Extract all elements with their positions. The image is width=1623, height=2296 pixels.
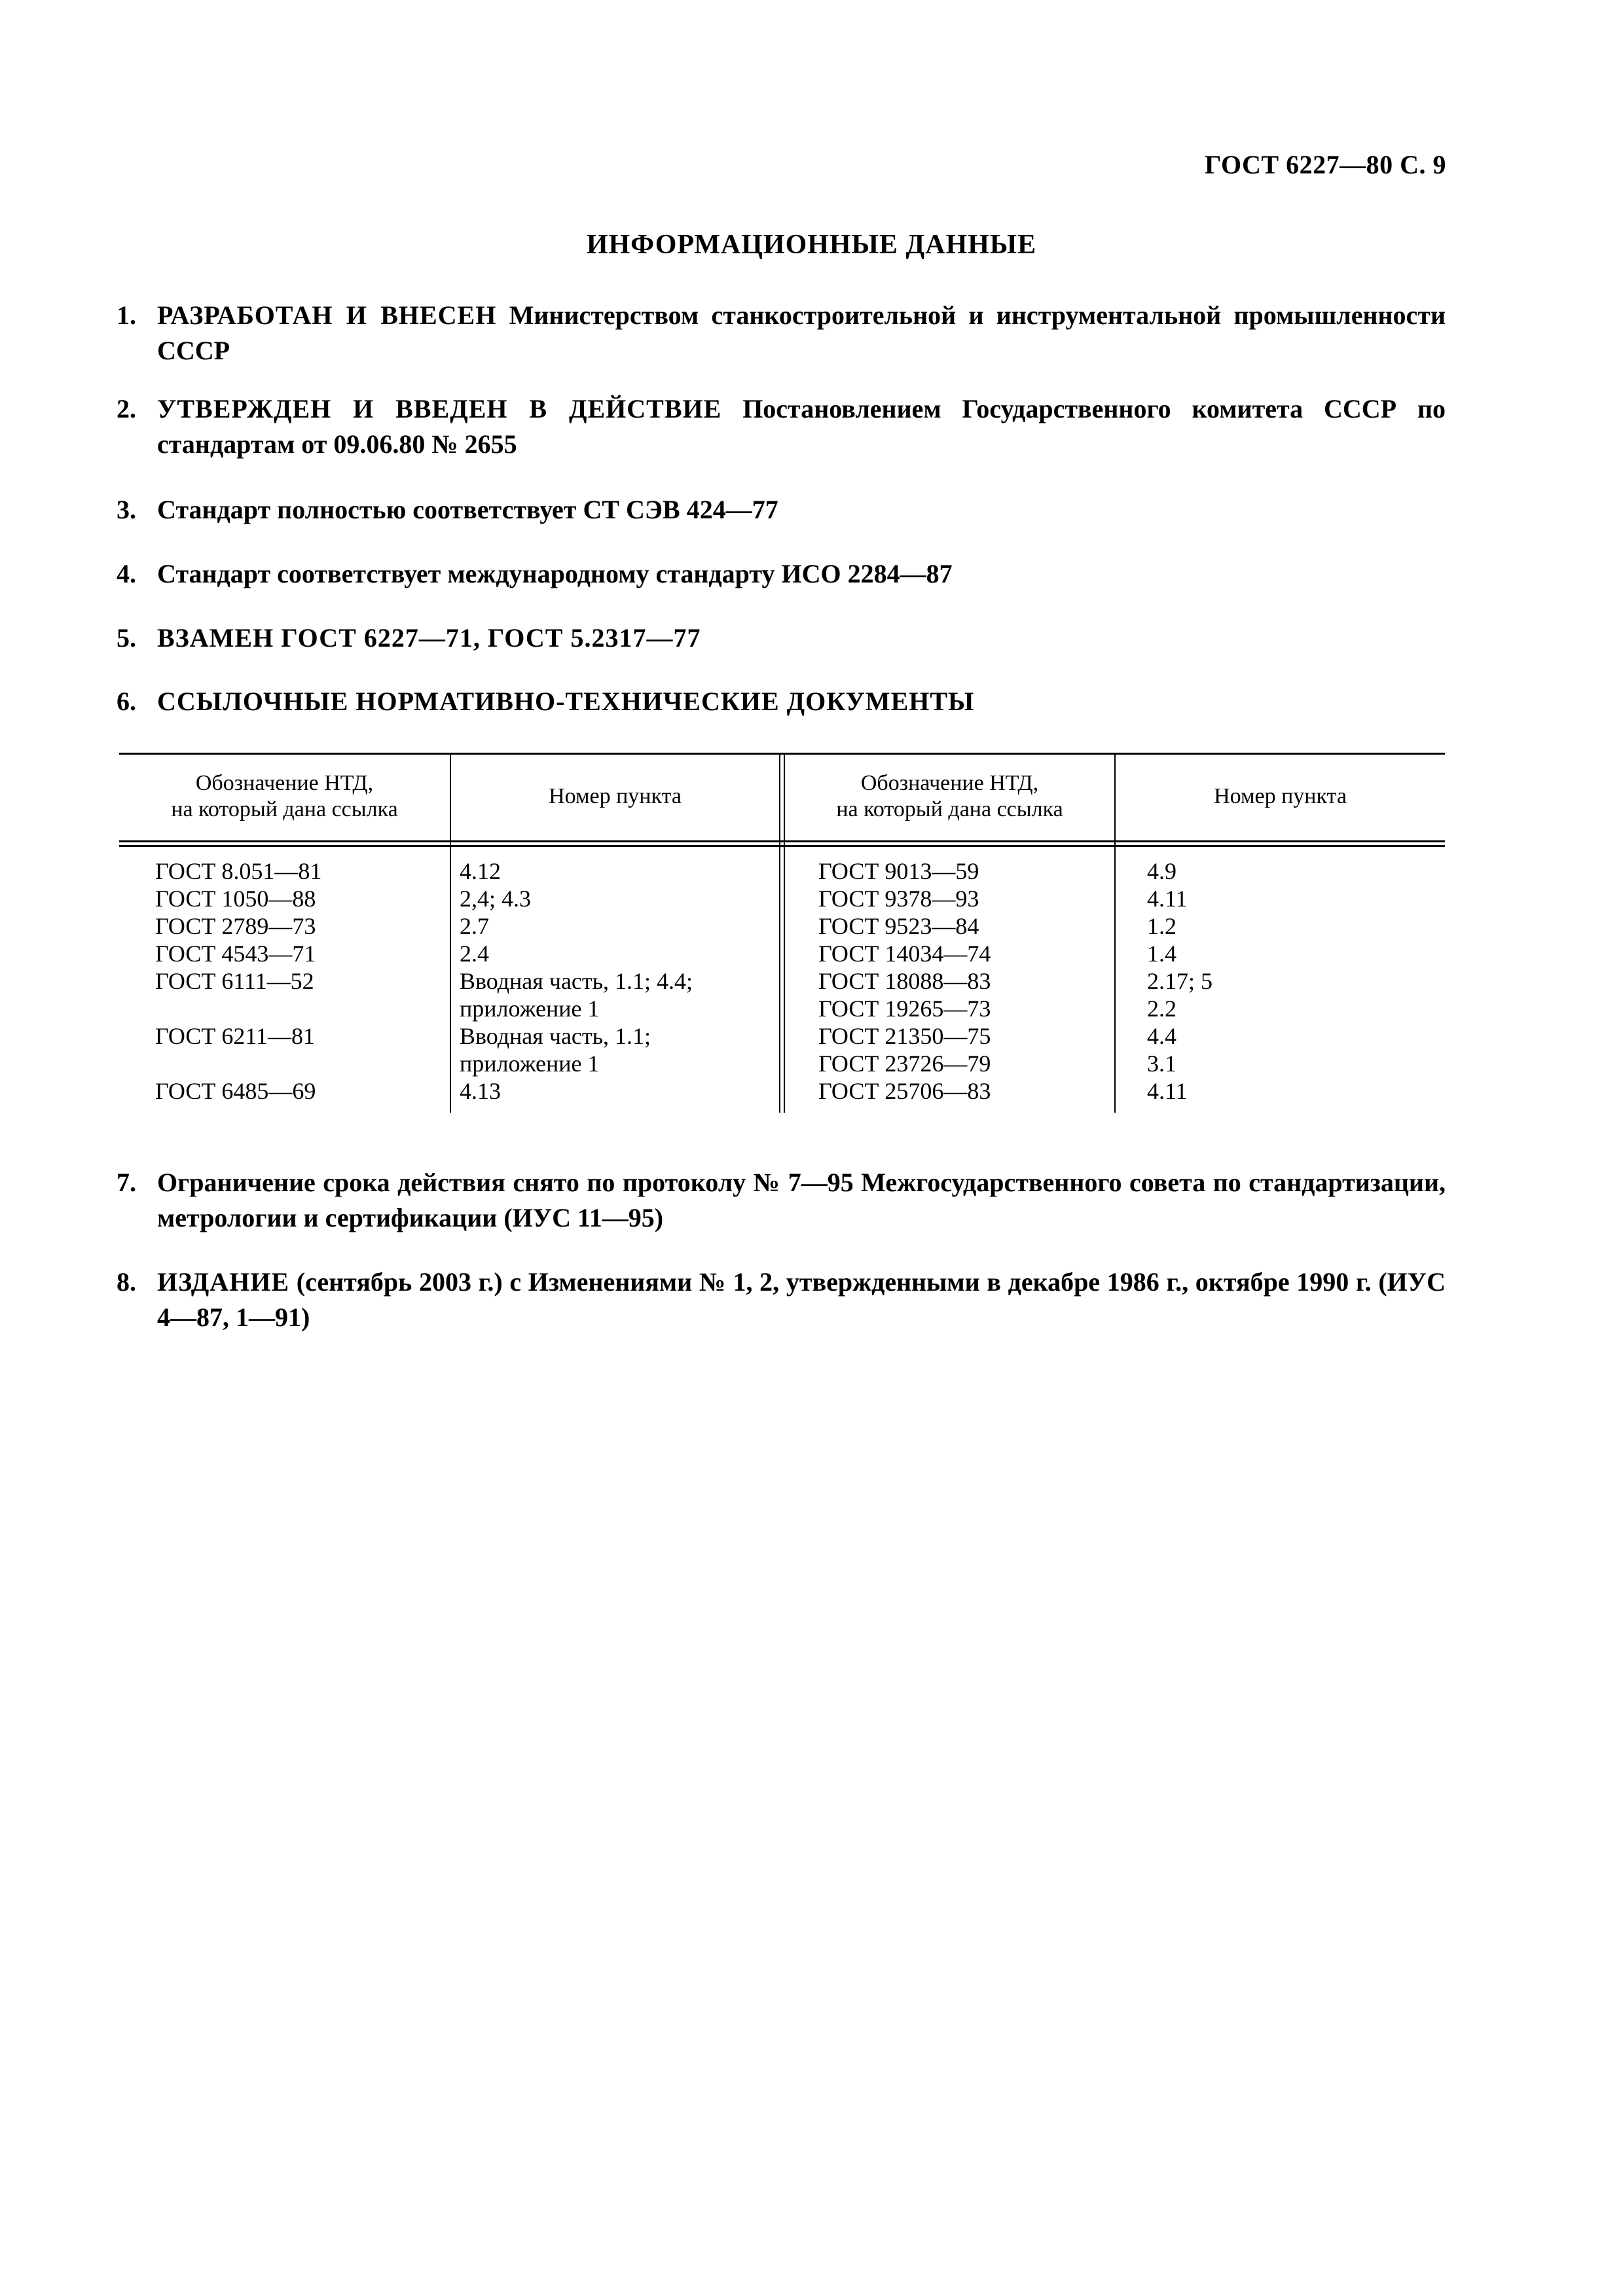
- column-doc-right: [818, 857, 991, 1105]
- column-divider-2a: [779, 753, 780, 1113]
- table-cell: 2.17; 5: [1147, 968, 1213, 994]
- table-cell: 3.1: [1147, 1050, 1176, 1077]
- info-item-2: 2. УТВЕРЖДЕН И ВВЕДЕН В ДЕЙСТВИЕ Постановлением Государственного комитета СССР по стандартам от 09.06.80 № 2655: [117, 394, 1446, 459]
- page-header: ГОСТ 6227—80 С. 9: [1204, 150, 1446, 179]
- reference-documents-table: [119, 753, 1445, 1113]
- table-cell: Вводная часть, 1.1; 4.4;: [460, 968, 693, 994]
- table-cell: ГОСТ 1050—88: [155, 886, 316, 912]
- table-cell: ГОСТ 18088—83: [818, 968, 991, 994]
- table-cell: ГОСТ 8.051—81: [155, 858, 322, 884]
- table-cell: 2,4; 4.3: [460, 886, 532, 912]
- table-cell: ГОСТ 4543—71: [155, 941, 316, 967]
- column-point-right: [1147, 857, 1213, 1105]
- table-cell: 2.2: [1147, 996, 1176, 1022]
- table-cell: ГОСТ 21350—75: [818, 1023, 991, 1049]
- table-cell: 4.12: [460, 858, 501, 884]
- table-header-rule: [119, 840, 1445, 842]
- table-cell: ГОСТ 6111—52: [155, 968, 314, 994]
- table-cell: ГОСТ 9378—93: [818, 886, 979, 912]
- table-header-rule-second: [119, 845, 1445, 847]
- table-cell: 4.13: [460, 1078, 501, 1104]
- table-cell: Вводная часть, 1.1;: [460, 1023, 651, 1049]
- info-item-8: 8. ИЗДАНИЕ (сентябрь 2003 г.) с Изменениями № 1, 2, утвержденными в декабре 1986 г., октябре 1990 г. (ИУС 4—87, 1—91): [117, 1267, 1446, 1332]
- table-cell: [155, 995, 321, 1022]
- table-cell: ГОСТ 23726—79: [818, 1050, 991, 1077]
- info-item-6: 6. ССЫЛОЧНЫЕ НОРМАТИВНО-ТЕХНИЧЕСКИЕ ДОКУМЕНТЫ: [117, 687, 975, 716]
- table-cell: 2.7: [460, 913, 489, 939]
- table-cell: ГОСТ 19265—73: [818, 996, 991, 1022]
- header-doc-left: Обозначение НТД, на который дана ссылка: [171, 771, 398, 821]
- column-point-left: [460, 857, 693, 1105]
- header-point-right: Номер пункта: [1214, 784, 1347, 808]
- table-cell: 1.2: [1147, 913, 1176, 939]
- info-item-7: 7. Ограничение срока действия снято по протоколу № 7—95 Межгосударственного совета по стандартизации, метрологии и сертификации (ИУС 11—95): [117, 1168, 1446, 1232]
- info-item-3: 3. Стандарт полностью соответствует СТ СЭВ 424—77: [117, 495, 778, 524]
- table-cell: ГОСТ 25706—83: [818, 1078, 991, 1104]
- column-doc-left: [155, 857, 321, 1105]
- info-item-1: 1. РАЗРАБОТАН И ВНЕСЕН Министерством станкостроительной и инструментальной промышленности СССР: [117, 300, 1446, 365]
- table-cell: 1.4: [1147, 941, 1176, 967]
- document-title: ИНФОРМАЦИОННЫЕ ДАННЫЕ: [586, 230, 1037, 260]
- header-point-left: Номер пункта: [549, 784, 682, 808]
- table-cell: ГОСТ 6211—81: [155, 1023, 316, 1049]
- info-item-4: 4. Стандарт соответствует международному стандарту ИСО 2284—87: [117, 559, 953, 588]
- header-doc-right: Обозначение НТД, на который дана ссылка: [836, 771, 1063, 821]
- table-cell: ГОСТ 14034—74: [818, 941, 991, 967]
- table-cell: ГОСТ 9523—84: [818, 913, 979, 939]
- table-cell: ГОСТ 2789—73: [155, 913, 316, 939]
- table-cell: ГОСТ 9013—59: [818, 858, 979, 884]
- table-cell: [155, 1050, 321, 1077]
- table-cell: 4.4: [1147, 1023, 1176, 1049]
- table-cell: приложение 1: [460, 996, 600, 1022]
- table-cell: 4.9: [1147, 858, 1176, 884]
- info-item-5: 5. ВЗАМЕН ГОСТ 6227—71, ГОСТ 5.2317—77: [117, 623, 701, 653]
- table-cell: 2.4: [460, 941, 489, 967]
- table-cell: 4.11: [1147, 1078, 1188, 1104]
- table-cell: ГОСТ 6485—69: [155, 1078, 316, 1104]
- table-cell: 4.11: [1147, 886, 1188, 912]
- table-cell: приложение 1: [460, 1050, 600, 1077]
